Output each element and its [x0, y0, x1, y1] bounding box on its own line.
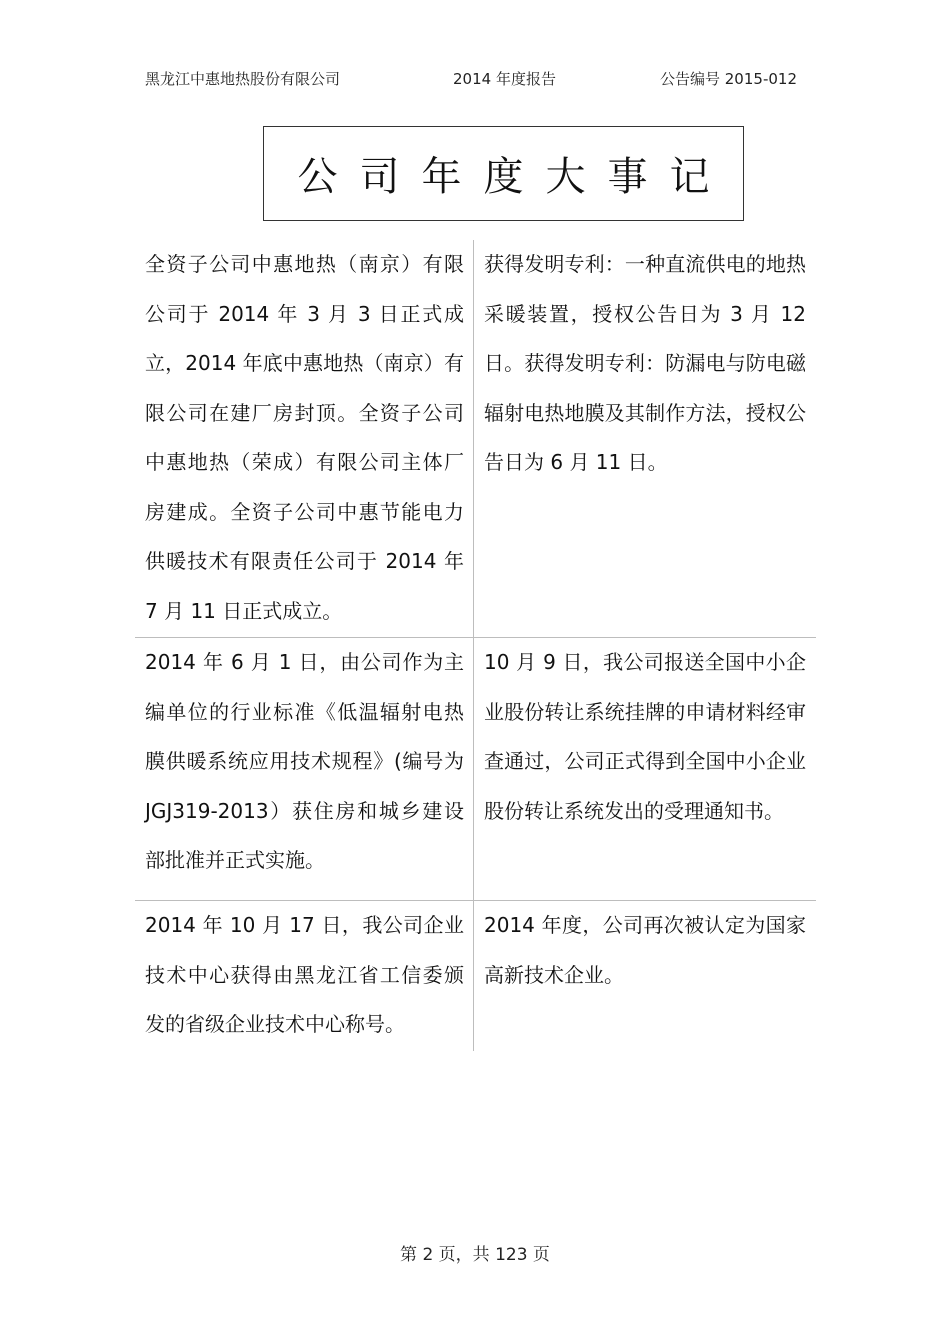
- events-row: [135, 901, 816, 1051]
- event-cell-right: 10 月 9 日，我公司报送全国中小企业股份转让系统挂牌的申请材料经审查通过，公司正式得到全国中小企业股份转让系统发出的受理通知书。: [484, 650, 806, 823]
- events-row: [135, 240, 816, 638]
- page-header: [0, 68, 950, 92]
- events-table: [135, 240, 816, 1051]
- event-cell-right: 2014 年度，公司再次被认定为国家高新技术企业。: [484, 913, 806, 987]
- event-cell-left: 2014 年 6 月 1 日，由公司作为主编单位的行业标准《低温辐射电热膜供暖系统应用技术规程》(编号为 JGJ319-2013）获住房和城乡建设部批准并正式实施。: [135, 638, 474, 900]
- header-company: 黑龙江中惠地热股份有限公司: [145, 70, 341, 88]
- event-cell-left: 2014 年 10 月 17 日，我公司企业技术中心获得由黑龙江省工信委颁发的省级企业技术中心称号。: [135, 901, 474, 1051]
- page-footer: 第 2 页，共 123 页: [400, 1245, 550, 1265]
- page-title: 公司年度大事记: [297, 154, 732, 200]
- title-box: [263, 126, 744, 221]
- event-cell-right: 获得发明专利：一种直流供电的地热采暖装置，授权公告日为 3 月 12 日。获得发明专利：防漏电与防电磁辐射电热地膜及其制作方法，授权公告日为 6 月 11 日。: [484, 252, 806, 474]
- events-row: [135, 638, 816, 901]
- event-cell-left: 全资子公司中惠地热（南京）有限公司于 2014 年 3 月 3 日正式成立，2014 年底中惠地热（南京）有限公司在建厂房封顶。全资子公司中惠地热（荣成）有限公司主体厂房建成。全资子公司中惠节能电力供暖技术有限责任公司于 2014 年 7 月 11 日正式成立。: [135, 240, 474, 637]
- header-announcement-code: 公告编号 2015-012: [660, 70, 797, 88]
- header-report-title: 2014 年度报告: [453, 70, 556, 88]
